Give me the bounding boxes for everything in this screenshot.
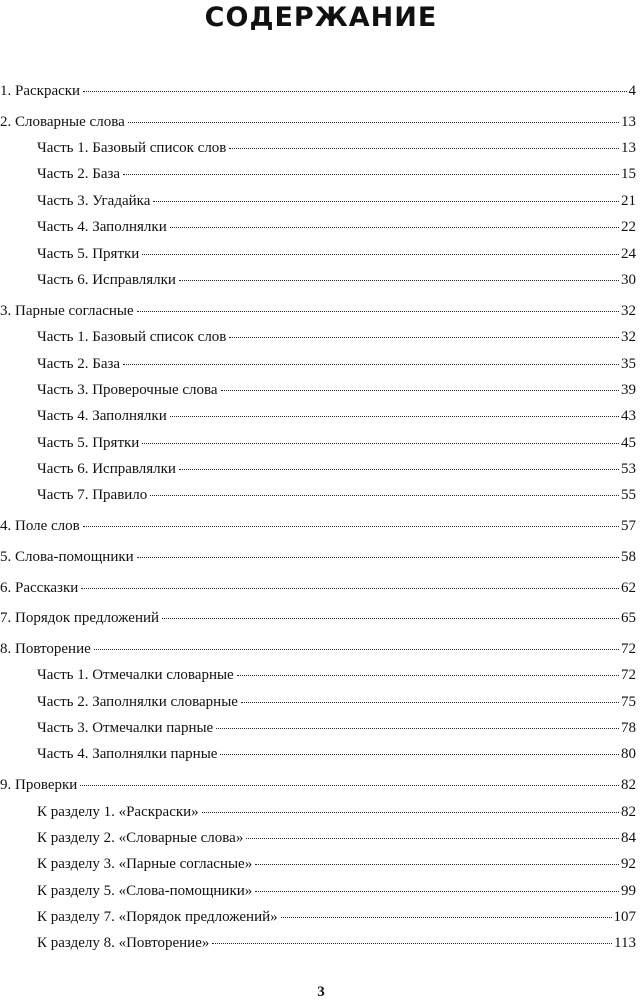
toc-subsection-entry xyxy=(0,403,636,429)
toc-entry-page: 65 xyxy=(621,610,636,627)
toc-subsection-entry xyxy=(0,715,636,741)
toc-entry-label: 1. Раскраски xyxy=(0,83,81,99)
dot-leader xyxy=(229,322,619,338)
dot-leader xyxy=(179,454,619,470)
toc-entry-page: 53 xyxy=(621,461,636,478)
dot-leader xyxy=(128,107,619,123)
toc-entry-page: 58 xyxy=(621,548,636,565)
dot-leader xyxy=(153,186,619,202)
toc-subsection-entry xyxy=(0,878,636,904)
toc-entry-page: 62 xyxy=(621,579,636,596)
toc-entry-page: 107 xyxy=(613,909,636,926)
toc-subsection-entry xyxy=(0,430,636,456)
toc-entry-page: 4 xyxy=(628,83,636,99)
toc-entry-label: К разделу 5. «Слова-помощники» xyxy=(37,882,253,899)
toc-entry-page: 45 xyxy=(621,434,636,451)
toc-subsection-entry xyxy=(0,377,636,403)
dot-leader xyxy=(255,876,619,892)
toc-entry-page: 82 xyxy=(621,777,636,794)
toc-entry-label: 8. Повторение xyxy=(0,640,91,657)
toc-entry-label: 5. Слова-помощники xyxy=(0,548,134,565)
dot-leader xyxy=(137,296,619,312)
toc-entry-label: Часть 1. Базовый список слов xyxy=(37,329,227,346)
toc-entry-label: Часть 7. Правило xyxy=(37,487,148,504)
toc-entry-page: 82 xyxy=(621,803,636,820)
toc-entry-page: 43 xyxy=(621,408,636,425)
toc-subsection-entry xyxy=(0,851,636,877)
toc-entry-page: 22 xyxy=(621,219,636,236)
toc-entry-label: Часть 4. Заполнялки xyxy=(37,408,167,425)
dot-leader xyxy=(81,573,619,589)
toc-section-entry xyxy=(0,78,636,104)
toc-entry-page: 35 xyxy=(621,355,636,372)
toc-entry-page: 13 xyxy=(621,113,636,130)
toc-entry-label: Часть 2. Заполнялки словарные xyxy=(37,693,238,710)
dot-leader xyxy=(83,76,626,92)
dot-leader xyxy=(237,660,619,676)
toc-entry-page: 78 xyxy=(621,720,636,737)
dot-leader xyxy=(94,634,619,650)
toc-subsection-entry xyxy=(0,904,636,930)
toc-subsection-entry xyxy=(0,214,636,240)
toc-subsection-entry xyxy=(0,161,636,187)
dot-leader xyxy=(162,603,619,619)
toc-entry-label: К разделу 1. «Раскраски» xyxy=(37,803,199,820)
toc-entry-label: Часть 4. Заполнялки xyxy=(37,219,167,236)
toc-entry-label: 3. Парные согласные xyxy=(0,302,134,319)
dot-leader xyxy=(150,480,619,496)
toc-subsection-entry xyxy=(0,662,636,688)
dot-leader xyxy=(212,928,612,944)
toc-subsection-entry xyxy=(0,799,636,825)
toc-entry-page: 84 xyxy=(621,829,636,846)
dot-leader xyxy=(123,159,619,175)
toc-entry-page: 24 xyxy=(621,245,636,262)
toc-subsection-entry xyxy=(0,482,636,508)
dot-leader xyxy=(221,375,619,391)
toc-entry-page: 32 xyxy=(621,302,636,319)
toc-subsection-entry xyxy=(0,825,636,851)
toc-subsection-entry xyxy=(0,689,636,715)
page-title: СОДЕРЖАНИЕ xyxy=(204,2,438,33)
dot-leader xyxy=(142,428,619,444)
toc-entry-label: 7. Порядок предложений xyxy=(0,610,160,627)
dot-leader xyxy=(281,902,612,918)
dot-leader xyxy=(216,713,619,729)
dot-leader xyxy=(255,849,619,865)
toc-entry-label: Часть 6. Исправлялки xyxy=(37,461,176,478)
toc-section-entry xyxy=(0,109,636,135)
toc-subsection-entry xyxy=(0,351,636,377)
toc-entry-label: Часть 3. Угадайка xyxy=(37,192,151,209)
toc-section-entry xyxy=(0,772,636,798)
dot-leader xyxy=(220,739,619,755)
toc-section-entry xyxy=(0,513,636,539)
toc-entry-label: К разделу 2. «Словарные слова» xyxy=(37,829,244,846)
dot-leader xyxy=(80,770,619,786)
toc-subsection-entry xyxy=(0,188,636,214)
toc-entry-label: 4. Поле слов xyxy=(0,518,80,535)
page-number: 3 xyxy=(317,984,325,1000)
toc-entry-label: Часть 1. Базовый список слов xyxy=(37,140,227,157)
toc-section-entry xyxy=(0,605,636,631)
toc-section-entry xyxy=(0,544,636,570)
toc-entry-page: 72 xyxy=(621,640,636,657)
toc-entry-label: 6. Рассказки xyxy=(0,579,79,596)
toc-subsection-entry xyxy=(0,324,636,350)
dot-leader xyxy=(246,823,619,839)
toc-entry-page: 72 xyxy=(621,667,636,684)
toc-entry-label: К разделу 3. «Парные согласные» xyxy=(37,856,253,873)
toc-entry-label: Часть 2. База xyxy=(37,166,121,183)
toc-entry-page: 57 xyxy=(621,518,636,535)
table-of-contents xyxy=(0,78,636,957)
toc-section-entry xyxy=(0,575,636,601)
toc-entry-label: Часть 2. База xyxy=(37,355,121,372)
toc-entry-page: 13 xyxy=(621,140,636,157)
dot-leader xyxy=(170,212,619,228)
dot-leader xyxy=(170,401,619,417)
toc-entry-label: Часть 4. Заполнялки парные xyxy=(37,746,218,763)
dot-leader xyxy=(229,133,619,149)
toc-subsection-entry xyxy=(0,741,636,767)
dot-leader xyxy=(137,542,619,558)
toc-entry-page: 21 xyxy=(621,192,636,209)
toc-entry-page: 99 xyxy=(621,882,636,899)
toc-entry-page: 15 xyxy=(621,166,636,183)
toc-entry-label: Часть 5. Прятки xyxy=(37,434,140,451)
toc-entry-page: 75 xyxy=(621,693,636,710)
toc-entry-page: 39 xyxy=(621,381,636,398)
dot-leader xyxy=(142,239,619,255)
toc-entry-page: 113 xyxy=(614,935,636,952)
toc-entry-label: Часть 1. Отмечалки словарные xyxy=(37,667,234,684)
toc-entry-page: 55 xyxy=(621,487,636,504)
toc-subsection-entry xyxy=(0,267,636,293)
dot-leader xyxy=(241,687,619,703)
toc-subsection-entry xyxy=(0,930,636,956)
toc-subsection-entry xyxy=(0,456,636,482)
toc-subsection-entry xyxy=(0,135,636,161)
dot-leader xyxy=(83,511,619,527)
toc-entry-label: К разделу 7. «Порядок предложений» xyxy=(37,909,278,926)
toc-entry-page: 80 xyxy=(621,746,636,763)
toc-entry-label: Часть 6. Исправлялки xyxy=(37,272,176,289)
toc-entry-page: 92 xyxy=(621,856,636,873)
toc-entry-label: Часть 3. Проверочные слова xyxy=(37,381,218,398)
toc-subsection-entry xyxy=(0,241,636,267)
dot-leader xyxy=(179,265,619,281)
dot-leader xyxy=(123,349,619,365)
dot-leader xyxy=(202,797,619,813)
toc-entry-label: Часть 5. Прятки xyxy=(37,245,140,262)
toc-entry-label: Часть 3. Отмечалки парные xyxy=(37,720,214,737)
toc-entry-label: 9. Проверки xyxy=(0,777,78,794)
toc-section-entry xyxy=(0,298,636,324)
toc-entry-label: К разделу 8. «Повторение» xyxy=(37,935,210,952)
toc-entry-label: 2. Словарные слова xyxy=(0,113,125,130)
toc-entry-page: 30 xyxy=(621,272,636,289)
toc-entry-page: 32 xyxy=(621,329,636,346)
toc-section-entry xyxy=(0,636,636,662)
